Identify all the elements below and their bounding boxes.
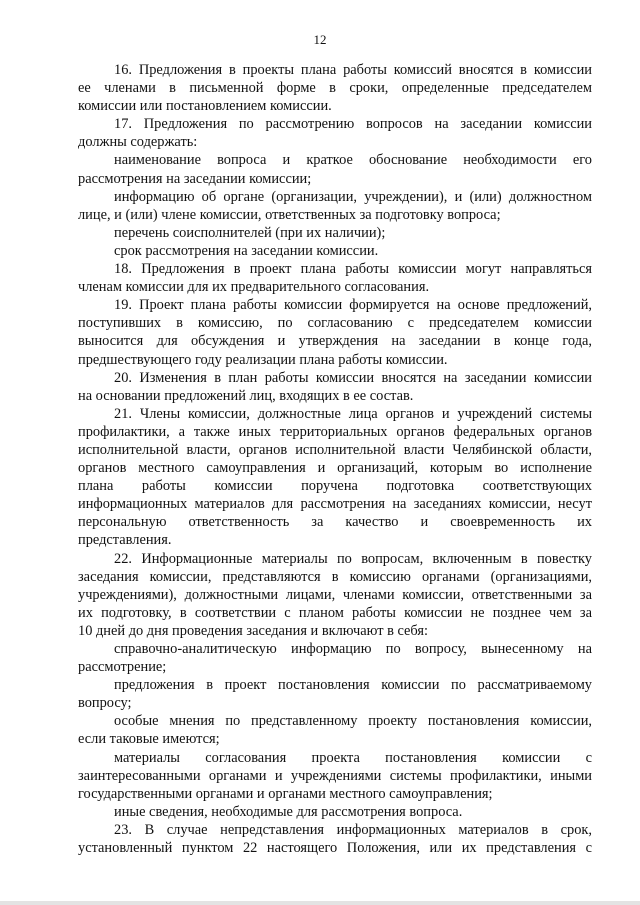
text-line: учреждениями), должностными лицами, членами комиссии, ответственными за [78,586,592,603]
page-number: 12 [313,32,327,47]
text-line: материалы согласования проекта постановления комиссии с [114,749,592,766]
text-line: заинтересованными органами и учреждениями системы профилактики, иными [78,767,592,784]
text-line: 21. Члены комиссии, должностные лица органов и учреждений системы [114,405,592,422]
text-line: поступивших в комиссию, по согласованию с председателем комиссии [78,315,592,332]
text-line: вопросу; [78,695,132,712]
text-line: их подготовку, в соответствии с планом работы комиссии не позднее чем за [78,604,592,621]
text-line: установленный пунктом 22 настоящего Положения, или их представления с [78,840,592,857]
text-line: членам комиссии для их предварительного согласования. [78,279,430,296]
text-line: 10 дней до дня проведения заседания и включают в себя: [78,622,429,639]
text-line: предложения в проект постановления комиссии по рассматриваемому [114,677,592,694]
text-line: срок рассмотрения на заседании комиссии. [114,242,379,259]
text-line: 20. Изменения в план работы комиссии вносятся на заседании комиссии [114,369,592,386]
text-line: лице, и (или) члене комиссии, ответственных за подготовку вопроса; [78,206,501,223]
text-line: предшествующего году реализации плана работы комиссии. [78,351,448,368]
text-line: перечень соисполнителей (при их наличии); [114,224,386,241]
text-line: 18. Предложения в проект плана работы комиссии могут направляться [114,261,592,278]
text-line: должны содержать: [78,134,198,151]
text-line: рассмотрения на заседании комиссии; [78,170,312,187]
text-line: на основании предложений лиц, входящих в ее состав. [78,387,414,404]
text-line: плана работы комиссии поручена подготовка соответствующих [78,478,592,495]
text-line: персональную ответственность за качество и своевременность их [78,514,592,531]
text-line: заседания комиссии, представляются в комиссию органами (организациями, [78,568,592,585]
text-line: выносится для обсуждения и утверждения на заседании в конце года, [78,333,592,350]
text-line: особые мнения по представленному проекту постановления комиссии, [114,713,592,730]
scan-edge-divider [0,901,640,905]
text-line: комиссии или постановлением комиссии. [78,98,332,115]
text-line: информационных материалов для рассмотрения на заседаниях комиссии, несут [78,496,592,513]
text-line: 16. Предложения в проекты плана работы комиссий вносятся в комиссии [114,62,592,78]
document-body [78,61,592,857]
text-line: исполнительной власти, органов исполнительной власти Челябинской области, [78,441,592,458]
text-line: представления. [78,532,172,549]
text-line: наименование вопроса и краткое обоснование необходимости его [114,152,592,169]
text-line: органов местного самоуправления и организаций, которым во исполнение [78,460,592,477]
text-line: 19. Проект плана работы комиссии формируется на основе предложений, [114,297,592,314]
text-line: государственными органами и органами местного самоуправления; [78,785,493,802]
text-line: профилактики, а также иных территориальных органов федеральных органов [78,423,592,440]
text-line: справочно-аналитическую информацию по вопросу, вынесенному на [114,641,592,657]
text-line: иные сведения, необходимые для рассмотрения вопроса. [114,803,463,820]
text-line: 23. В случае непредставления информационных материалов в срок, [114,821,592,838]
text-line: информацию об органе (организации, учреждении), и (или) должностном [114,188,592,205]
text-line: если таковые имеются; [78,731,220,748]
text-line: рассмотрение; [78,659,167,676]
text-line: ее членами в письменной форме в сроки, определенные председателем [78,80,592,97]
text-line: 22. Информационные материалы по вопросам, включенным в повестку [114,550,592,567]
text-line: 17. Предложения по рассмотрению вопросов на заседании комиссии [114,116,592,133]
